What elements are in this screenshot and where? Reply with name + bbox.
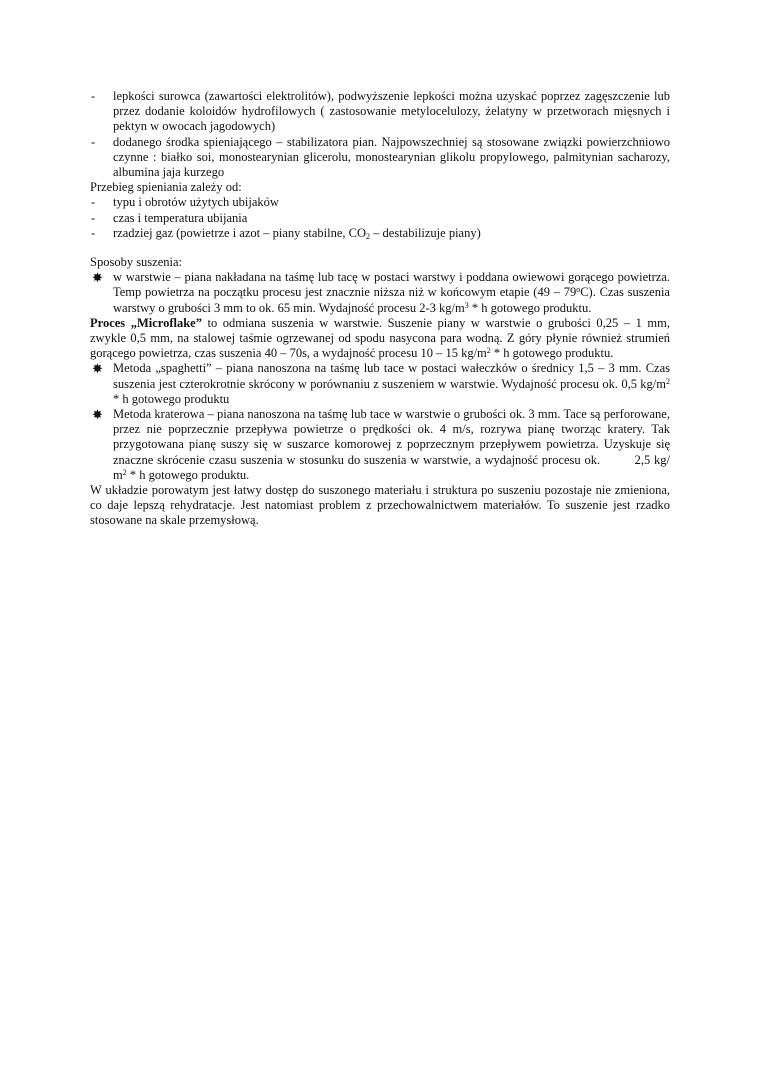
star-bullet-icon: ✸ xyxy=(92,361,103,377)
microflake-bold: Proces „Microflake” xyxy=(90,315,202,330)
dash-bullet: - xyxy=(91,134,96,149)
star-bullet-icon: ✸ xyxy=(92,407,103,423)
list-item-foaming-agent xyxy=(90,135,670,181)
closing-paragraph: W układzie porowatym jest łatwy dostęp do suszonego materiału i struktura po suszeniu pozostaje nie zmieniona, co daje lepszą rehydratacje. Jest natomiast problem z przechowalnictwem materiałów. To suszenie jest rzadko stosowane na skale przemysłową. xyxy=(90,483,670,528)
list-item-text: typu i obrotów użytych ubijaków xyxy=(113,195,279,210)
text-c: * h gotowego produktu. xyxy=(468,300,592,315)
list-item-gas xyxy=(90,226,670,241)
list-item-text: czas i temperatura ubijania xyxy=(113,210,248,225)
list-item-text: dodanego środka spieniającego – stabilizatora pian. Najpowszechniej są stosowane związki powierzchniowo czynne : białko soi, monostearynian glicerolu, monostearynian glikolu propylowego, palmitynian sacharozy, albumina jaja kurzego xyxy=(113,134,670,180)
dash-bullet: - xyxy=(91,195,96,210)
text-a: Metoda „spaghetti” – piana nanoszona na taśmę lub tace w postaci wałeczków o średnicy 1,5 – 3 mm. Czas suszenia jest czterokrotnie skrócony w porównaniu z suszeniem w warstwie. Wydajność procesu ok. 0,5 kg/m xyxy=(113,361,670,391)
przebieg-heading: Przebieg spieniania zależy od: xyxy=(90,180,242,195)
text-a: w warstwie – piana nakładana na taśmę lub tacę w postaci warstwy i poddana owiewowi gorącego powietrza. Temp powietrza na początku procesu jest znacznie niższa niż w końcowym etapie (49 – 79 xyxy=(113,270,670,300)
text-b: * h gotowego produktu. xyxy=(126,467,250,482)
sposoby-heading: Sposoby suszenia: xyxy=(90,255,183,270)
list-item-spaghetti xyxy=(90,361,670,407)
list-item-viscosity xyxy=(90,89,670,135)
dash-bullet: - xyxy=(91,210,96,225)
degree-superscript: o xyxy=(576,285,581,295)
dash-bullet: - xyxy=(91,89,96,103)
list-item-whisk-type xyxy=(90,195,670,210)
dash-bullet: - xyxy=(91,225,96,240)
text-b: C). Czas suszenia warstwy o grubości 3 mm to ok. 65 min. Wydajność procesu 2-3 kg/m xyxy=(113,285,670,315)
list-item-whipping-time xyxy=(90,211,670,226)
exponent-superscript: 3 xyxy=(464,300,469,310)
subscript: 2 xyxy=(366,231,371,241)
text-a: to odmiana suszenia w warstwie. Suszenie piany w warstwie o grubości 0,25 – 1 mm, zwykle 0,5 mm, na stalowej taśmie ogrzewanej od spodu nasycona para wodną. Z góry płynie również strumień gorącego powietrza, czas suszenia 40 – 70s, a wydajność procesu 10 – 15 kg/m xyxy=(90,315,670,361)
list-item-layer-drying xyxy=(90,270,670,316)
list-item-text-a: rzadziej gaz (powietrze i azot – piany stabilne, CO xyxy=(113,225,367,240)
document-page xyxy=(90,89,674,529)
list-item-crater-method xyxy=(90,407,674,483)
text-b: * h gotowego produktu xyxy=(113,391,230,406)
exponent-superscript: 2 xyxy=(486,346,491,356)
list-item-text: lepkości surowca (zawartości elektrolitów), podwyższenie lepkości można uzyskać poprzez zagęszczenie lub przez dodanie koloidów hydrofilowych ( zastosowanie metylocelulozy, żelatyny w przetworach mięsnych i pektyn w owocach jagodowych) xyxy=(113,89,670,134)
exponent-superscript: 2 xyxy=(122,467,127,477)
list-item-text-b: – destabilizuje piany) xyxy=(370,225,481,240)
star-bullet-icon: ✸ xyxy=(92,270,103,286)
exponent-superscript: 2 xyxy=(666,376,670,386)
microflake-paragraph xyxy=(90,316,670,362)
text-a: Metoda kraterowa – piana nanoszona na taśmę lub tace w warstwie o grubości ok. 3 mm. Tace są perforowane, przez nie poprzecznie przepływa powietrze o prędkości ok. 4 m/s, rozrywa pianę tworząc kratery. Tak przygotowana pianę suszy się w suszarce komorowej z poprzecznym przepływem powietrza. Uzyskuje się znaczne skrócenie czasu suszenia w stosunku do suszenia w warstwie, a wydajność procesu ok. 2,5 kg/ m xyxy=(113,407,674,482)
text-b: * h gotowego produktu. xyxy=(490,346,614,361)
